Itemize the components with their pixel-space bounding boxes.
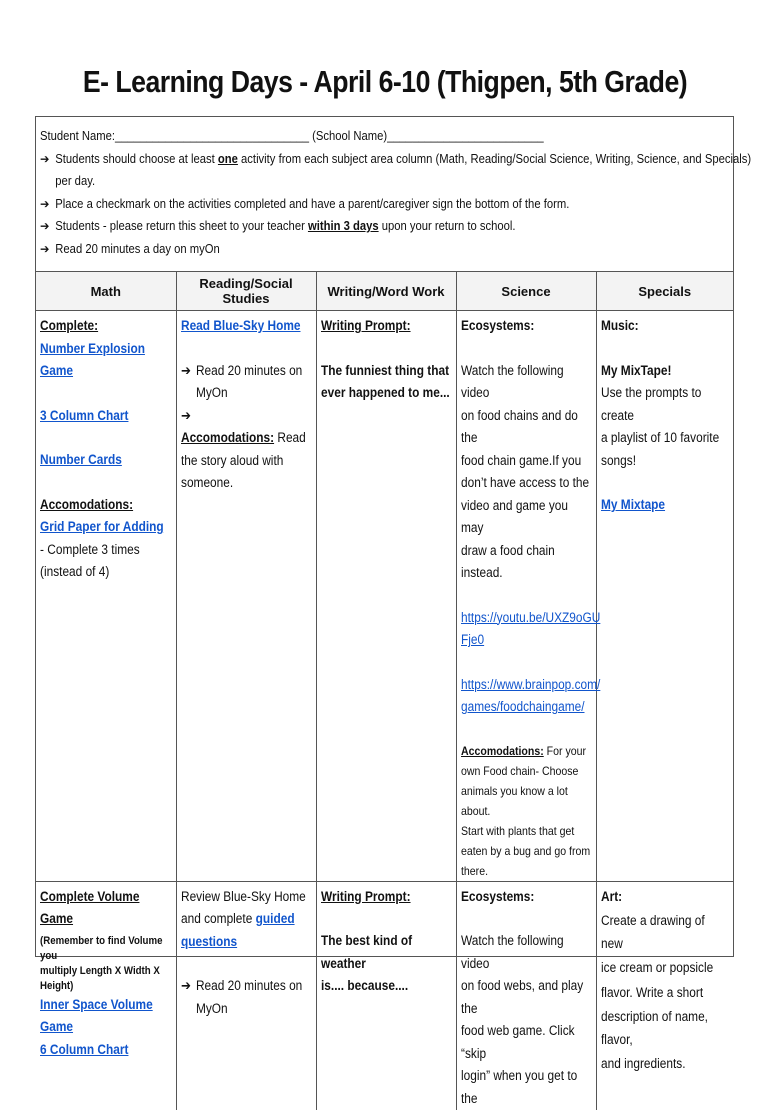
my-mixtape-link[interactable]: My Mixtape bbox=[600, 497, 665, 512]
accommodation-text: the story aloud with bbox=[180, 452, 283, 468]
cell-writing-2 bbox=[316, 881, 456, 1110]
writing-prompt-label: Writing Prompt: bbox=[320, 318, 411, 333]
arrow-icon: ➔ bbox=[180, 978, 191, 993]
list-item-text: Read 20 minutes on bbox=[195, 362, 302, 378]
guided-questions-link[interactable]: guided bbox=[255, 911, 295, 926]
specials-text: Use the prompts to create bbox=[600, 385, 701, 423]
science-text: don’t have access to the bbox=[460, 475, 589, 490]
page-title: E- Learning Days - April 6-10 (Thigpen, 5th Grade) bbox=[82, 64, 688, 99]
cell-reading-2 bbox=[176, 881, 316, 1110]
instructions bbox=[36, 117, 752, 272]
number-cards-link[interactable]: Number Cards bbox=[40, 452, 122, 467]
student-name-line bbox=[40, 125, 660, 148]
accommodation-text: there. bbox=[460, 863, 488, 878]
youtube-link[interactable]: Fje0 bbox=[460, 632, 484, 647]
bullet-text: Students - please return this sheet to your teacher bbox=[55, 219, 308, 233]
column-header-science: Science bbox=[456, 272, 596, 311]
science-text: draw a food chain instead. bbox=[460, 542, 555, 580]
volume-note: multiply Length X Width X bbox=[40, 964, 160, 977]
arrow-icon: ➔ bbox=[180, 407, 191, 423]
science-text: on food chains and do the bbox=[460, 407, 578, 445]
column-header-reading: Reading/Social Studies bbox=[176, 272, 316, 311]
specials-text: a playlist of 10 favorite bbox=[600, 430, 719, 445]
mixtape-title: My MixTape! bbox=[600, 362, 671, 378]
accommodation-text: animals you know a lot about. bbox=[460, 783, 568, 818]
bullet-text: Place a checkmark on the activities completed and have a parent/caregiver sign the bottom of the form. bbox=[55, 196, 570, 211]
science-text: login” when you get to the bbox=[460, 1068, 577, 1106]
bullet-text: upon your return to school. bbox=[378, 219, 516, 233]
bullet-return bbox=[40, 215, 660, 238]
school-name-field[interactable]: (School Name)_________________________ bbox=[312, 129, 544, 143]
number-explosion-game-link[interactable]: Number Explosion Game bbox=[40, 340, 145, 378]
science-text: Watch the following video bbox=[460, 933, 564, 971]
science-text: food web game. Click “skip bbox=[460, 1023, 575, 1061]
bullet-choose bbox=[40, 148, 752, 171]
science-text: on food webs, and play the bbox=[460, 978, 583, 1016]
complete-volume-game-label: Complete Volume Game bbox=[40, 888, 140, 926]
specials-text: and ingredients. bbox=[600, 1056, 686, 1071]
writing-prompt-text: is.... because.... bbox=[320, 978, 408, 993]
accommodation-text: own Food chain- Choose bbox=[460, 763, 578, 778]
accommodations-label: Accomodations: bbox=[180, 430, 274, 445]
list-item-text: MyOn bbox=[195, 385, 228, 400]
bullet-emphasis: within 3 days bbox=[307, 219, 379, 233]
accommodation-note: (instead of 4) bbox=[40, 564, 110, 579]
brainpop-link[interactable]: https://www.brainpop.com/ bbox=[460, 676, 600, 692]
reading-text: and complete bbox=[180, 911, 256, 926]
bullet-text: Read 20 minutes a day on myOn bbox=[55, 241, 220, 256]
reading-text: Review Blue-Sky Home bbox=[180, 888, 306, 904]
list-item bbox=[181, 360, 311, 383]
arrow-icon: ➔ bbox=[40, 196, 50, 211]
arrow-icon: ➔ bbox=[40, 241, 50, 256]
cell-specials-2 bbox=[596, 881, 733, 1110]
column-header-specials: Specials bbox=[596, 272, 733, 311]
cell-reading-1 bbox=[176, 311, 316, 882]
writing-prompt-label: Writing Prompt: bbox=[320, 888, 411, 904]
volume-note: (Remember to find Volume you bbox=[40, 934, 163, 962]
list-item-text: MyOn bbox=[195, 1000, 228, 1016]
cell-math-1 bbox=[36, 311, 176, 882]
ecosystems-label: Ecosystems: bbox=[460, 888, 534, 904]
specials-text: ice cream or popsicle bbox=[600, 960, 713, 975]
accommodations-label: Accomodations: bbox=[460, 743, 544, 758]
accommodation-text: Start with plants that get bbox=[460, 823, 574, 838]
writing-prompt-text: The funniest thing that bbox=[320, 362, 449, 378]
cell-math-2 bbox=[36, 881, 176, 1110]
bullet-text: Students should choose at least bbox=[55, 151, 218, 166]
accommodation-text: eaten by a bug and go from bbox=[460, 843, 590, 858]
cell-science-2 bbox=[456, 881, 596, 1110]
volume-note: Height) bbox=[40, 979, 74, 992]
accommodation-note: - Complete 3 times bbox=[40, 541, 140, 557]
inner-space-volume-game-link[interactable]: Inner Space Volume bbox=[40, 996, 153, 1012]
three-column-chart-link[interactable]: 3 Column Chart bbox=[40, 407, 129, 423]
writing-prompt-text: The best kind of weather bbox=[320, 933, 412, 971]
cell-writing-1 bbox=[316, 311, 456, 882]
accommodation-text: For your bbox=[543, 743, 586, 758]
cell-specials-1 bbox=[596, 311, 733, 882]
specials-text: songs! bbox=[600, 452, 636, 468]
column-header-writing: Writing/Word Work bbox=[316, 272, 456, 311]
bullet-choose-cont: per day. bbox=[55, 174, 96, 188]
guided-questions-link[interactable]: questions bbox=[180, 933, 237, 949]
arrow-icon: ➔ bbox=[40, 151, 50, 166]
activity-table bbox=[36, 272, 733, 1110]
table-row bbox=[36, 311, 733, 882]
student-name-field[interactable]: Student Name:_______________________________ bbox=[40, 129, 310, 143]
arrow-icon: ➔ bbox=[40, 219, 50, 233]
writing-prompt-text: ever happened to me... bbox=[320, 385, 450, 400]
inner-space-volume-game-link[interactable]: Game bbox=[40, 1019, 74, 1034]
specials-text: description of name, flavor, bbox=[600, 1009, 708, 1047]
science-text: food chain game.If you bbox=[460, 452, 581, 468]
cell-science-1 bbox=[456, 311, 600, 882]
list-item-text: Read 20 minutes on bbox=[195, 978, 302, 993]
accommodations-label: Accomodations: bbox=[40, 496, 134, 512]
accommodation-text: someone. bbox=[180, 475, 233, 490]
arrow-icon: ➔ bbox=[180, 362, 191, 378]
science-text: Watch the following video bbox=[460, 362, 564, 400]
ecosystems-label: Ecosystems: bbox=[460, 318, 534, 333]
specials-text: flavor. Write a short bbox=[600, 984, 703, 1000]
accommodation-text: Read bbox=[273, 430, 306, 445]
bullet-read bbox=[40, 238, 660, 261]
six-column-chart-link[interactable]: 6 Column Chart bbox=[40, 1041, 129, 1057]
read-blue-sky-home-link[interactable]: Read Blue-Sky Home bbox=[180, 318, 301, 333]
specials-text: Create a drawing of new bbox=[600, 913, 705, 951]
table-header-row bbox=[36, 272, 733, 311]
column-header-math: Math bbox=[36, 272, 176, 311]
art-label: Art: bbox=[600, 888, 622, 904]
bullet-text: activity from each subject area column (Math, Reading/Social Science, Writing, Science, and Specials) bbox=[237, 151, 752, 166]
youtube-link[interactable]: https://youtu.be/UXZ9oGU bbox=[460, 609, 600, 625]
grid-paper-link[interactable]: Grid Paper for Adding bbox=[40, 519, 164, 534]
music-label: Music: bbox=[600, 318, 639, 333]
complete-label: Complete: bbox=[40, 318, 99, 333]
science-text: video and game you may bbox=[460, 497, 568, 535]
activity-frame bbox=[35, 116, 752, 1106]
bullet-emphasis: one bbox=[217, 151, 238, 166]
brainpop-link[interactable]: games/foodchaingame/ bbox=[460, 699, 585, 714]
table-row bbox=[36, 881, 733, 1110]
list-item bbox=[181, 975, 311, 998]
bullet-checkmark bbox=[40, 193, 660, 216]
